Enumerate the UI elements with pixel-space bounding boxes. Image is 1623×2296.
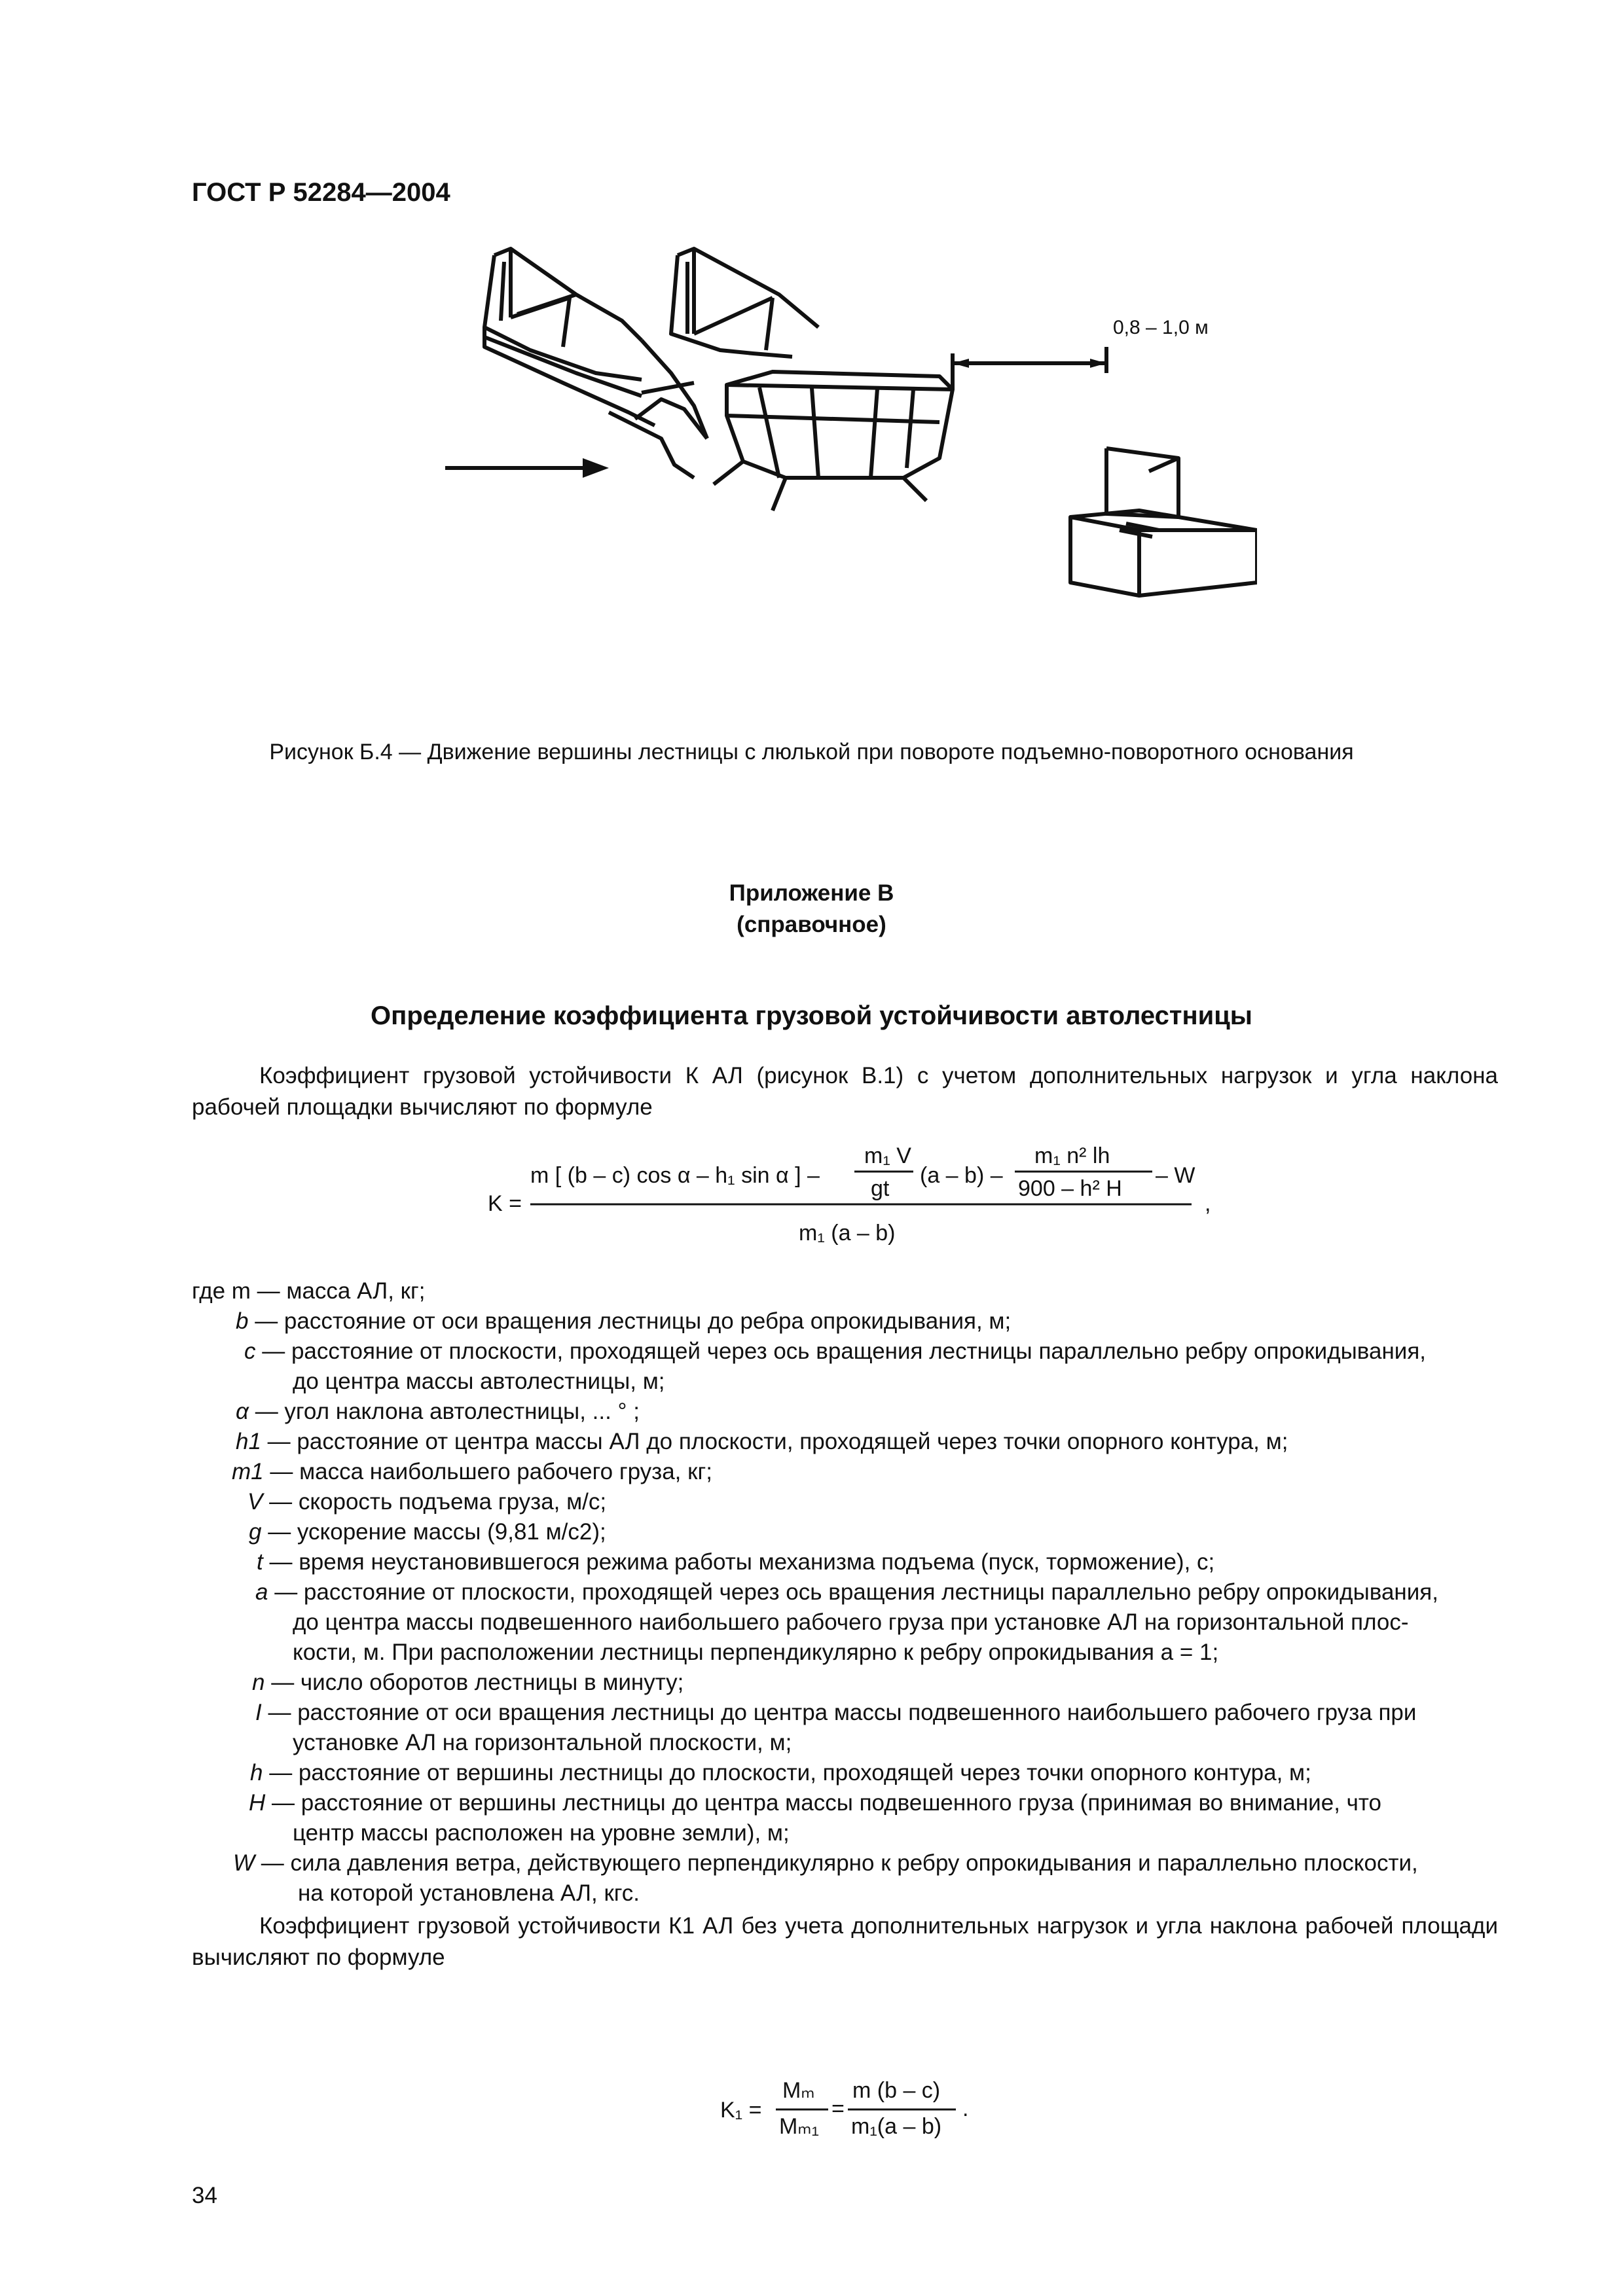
definition-a-cont2: кости, м. При расположении лестницы перпендикулярно к ребру опрокидывания а = 1; bbox=[293, 1640, 1219, 1665]
motion-arrow-head bbox=[583, 458, 609, 478]
definition-w-cont: на которой установлена АЛ, кгс. bbox=[298, 1880, 640, 1906]
appendix-label: Приложение В bbox=[729, 880, 894, 906]
figure-drawing bbox=[445, 242, 1257, 713]
definition-h1: h1 — расстояние от центра массы АЛ до плоскости, проходящей через точки опорного контура, м; bbox=[236, 1429, 1288, 1454]
definition-w: W — сила давления ветра, действующего перпендикулярно к ребру опрокидывания и параллельно плоскости, bbox=[233, 1850, 1418, 1876]
appendix-type: (справочное) bbox=[737, 912, 886, 937]
definition-H-cont: центр массы расположен на уровне земли), м; bbox=[293, 1820, 790, 1846]
svg-text:.: . bbox=[962, 2096, 969, 2121]
intro2-paragraph: Коэффициент грузовой устойчивости К1 АЛ без учета дополнительных нагрузок и угла наклона рабочей площади вычисляют по формуле bbox=[192, 1913, 1498, 1970]
definition-H: H — расстояние от вершины лестницы до центра массы подвешенного груза (принимая во внимание, что bbox=[249, 1790, 1381, 1816]
dimension-label: 0,8 – 1,0 м bbox=[1113, 317, 1209, 338]
svg-text:m₁ n² lh: m₁ n² lh bbox=[1034, 1143, 1110, 1168]
definition-b: b — расстояние от оси вращения лестницы до ребра опрокидывания, м; bbox=[236, 1308, 1012, 1334]
svg-text:m₁(a – b): m₁(a – b) bbox=[851, 2114, 942, 2139]
ladder-section-rear bbox=[494, 249, 642, 340]
definition-g: g — ускорение массы (9,81 м/с2); bbox=[249, 1519, 606, 1545]
svg-text:(a – b) –: (a – b) – bbox=[920, 1163, 1003, 1188]
document-header: ГОСТ Р 52284—2004 bbox=[192, 178, 450, 207]
svg-text:m [ (b – c) cos α – h₁ sin α ]: m [ (b – c) cos α – h₁ sin α ] – bbox=[530, 1163, 820, 1188]
definition-a: a — расстояние от плоскости, проходящей через ось вращения лестницы параллельно ребру опрокидывания, bbox=[255, 1579, 1438, 1605]
ladder-section-front bbox=[678, 249, 818, 327]
formula-K1 bbox=[707, 2058, 1034, 2163]
definition-h: h — расстояние от вершины лестницы до плоскости, проходящей через точки опорного контура, м; bbox=[250, 1760, 1311, 1785]
svg-text:Mₘ₁: Mₘ₁ bbox=[779, 2114, 819, 2139]
definition-a-cont1: до центра массы подвешенного наибольшего рабочего груза при установке АЛ на горизонтальной плос- bbox=[293, 1609, 1409, 1635]
definition-c: c — расстояние от плоскости, проходящей через ось вращения лестницы параллельно ребру опрокидывания, bbox=[244, 1338, 1427, 1364]
svg-text:,: , bbox=[1205, 1191, 1211, 1216]
svg-text:m₁ (a – b): m₁ (a – b) bbox=[799, 1221, 896, 1246]
definition-m1: m1 — масса наибольшего рабочего груза, кг; bbox=[232, 1459, 712, 1484]
formula-K bbox=[458, 1136, 1244, 1266]
page-number: 34 bbox=[192, 2183, 217, 2208]
definition-i: I — расстояние от оси вращения лестницы до центра массы подвешенного наибольшего рабочего груза при bbox=[255, 1700, 1417, 1725]
intro-paragraph: Коэффициент грузовой устойчивости К АЛ (рисунок В.1) с учетом дополнительных нагрузок и угла наклона рабочей площадки вычисляют по формуле bbox=[192, 1063, 1498, 1120]
definition-t: t — время неустановившегося режима работы механизма подъема (пуск, торможение), с; bbox=[257, 1549, 1215, 1575]
svg-text:=: = bbox=[831, 2096, 845, 2121]
svg-text:K₁ =: K₁ = bbox=[720, 2098, 762, 2123]
definition-i-cont: установке АЛ на горизонтальной плоскости, м; bbox=[293, 1730, 792, 1755]
svg-text:gt: gt bbox=[871, 1176, 890, 1201]
definition-n: n — число оборотов лестницы в минуту; bbox=[252, 1670, 684, 1695]
figure-caption: Рисунок Б.4 — Движение вершины лестницы с люлькой при повороте подъемно-поворотного основания bbox=[269, 740, 1354, 764]
svg-text:m₁ V: m₁ V bbox=[864, 1143, 911, 1168]
svg-text:900 – h² H: 900 – h² H bbox=[1018, 1176, 1122, 1201]
section-title: Определение коэффициента грузовой устойчивости автолестницы bbox=[371, 1001, 1252, 1030]
rescue-basket bbox=[727, 372, 953, 389]
definition-v: V — скорость подъема груза, м/с; bbox=[247, 1489, 607, 1515]
svg-text:m (b – c): m (b – c) bbox=[852, 2078, 941, 2103]
definition-lead: где m — масса АЛ, кг; bbox=[192, 1278, 426, 1304]
svg-text:Mₘ: Mₘ bbox=[782, 2078, 815, 2103]
definition-alpha: α — угол наклона автолестницы, ... ° ; bbox=[236, 1399, 640, 1424]
svg-text:– W: – W bbox=[1156, 1163, 1195, 1188]
svg-text:K =: K = bbox=[488, 1191, 522, 1216]
definition-c-cont: до центра массы автолестницы, м; bbox=[293, 1369, 665, 1394]
